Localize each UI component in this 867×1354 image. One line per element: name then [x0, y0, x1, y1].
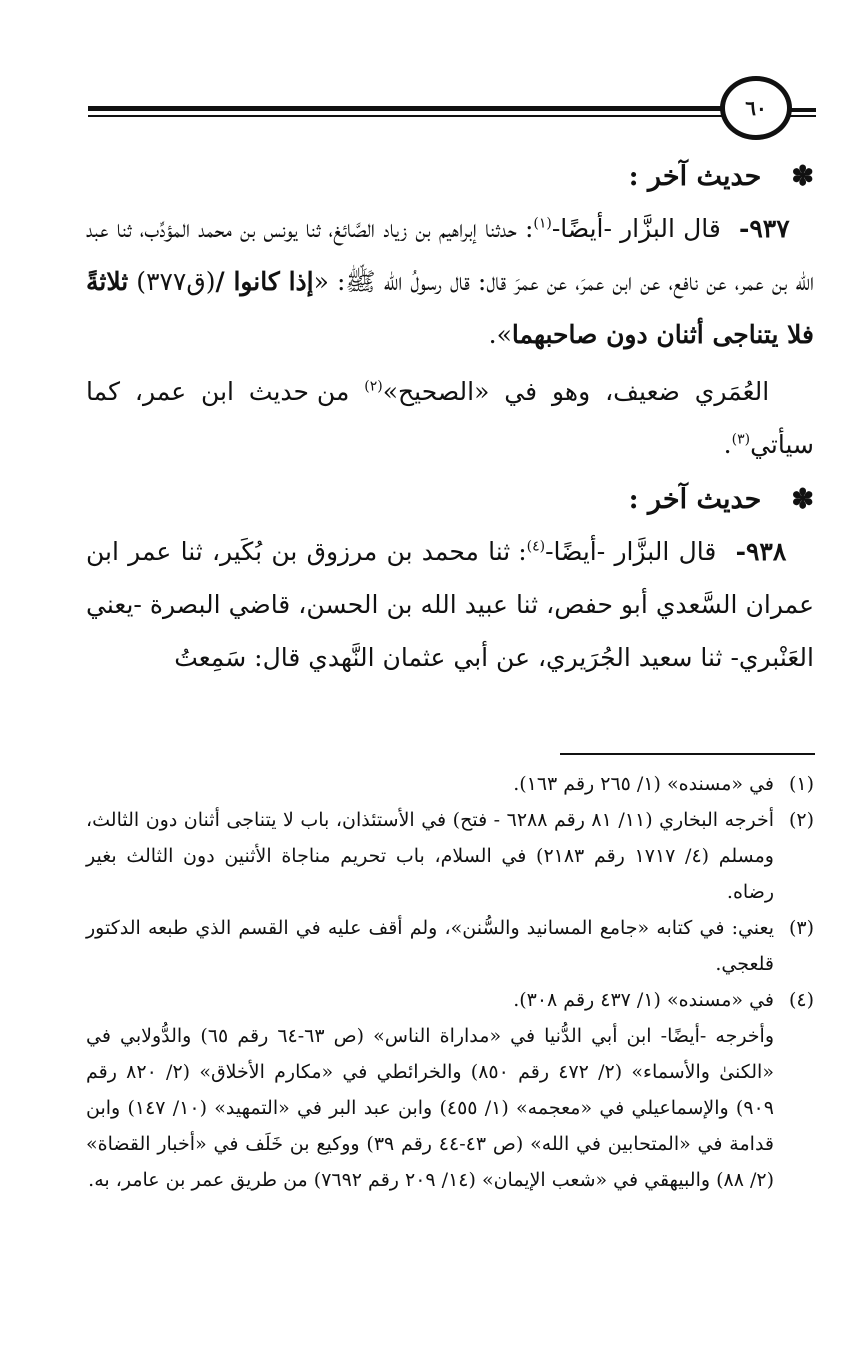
header-rule-thin	[88, 115, 728, 117]
footnote-continuation	[86, 1018, 814, 1198]
commentary-text: العُمَري ضعيف، وهو في «الصحيح»	[382, 377, 770, 406]
header-rule-right-thin	[788, 115, 816, 117]
footnote-number: (٤)	[788, 989, 814, 1011]
commentary-text: من حديث ابن عمر، كما سيأتي	[86, 377, 814, 459]
footnote-text: يعني: في كتابه «جامع المسانيد والسُّنن»، ولم أقف عليه في القسم الذي طبعه الدكتور قلعجي.	[86, 917, 774, 975]
asterisk-icon: ✽	[791, 484, 814, 515]
footnote-text: أخرجه البخاري (١١/ ٨١ رقم ٦٢٨٨ - فتح) في الأستئذان، باب لا يتناجى أثنان دون الثالث، ومسلم (٤/ ١٧١٧ رقم ٢١٨٣) في السلام، باب تحريم مناجاة الأثنين دون الثالث بغير رضاه.	[86, 809, 775, 903]
footnote	[86, 982, 814, 1018]
hadith-text: ».	[488, 320, 512, 349]
footnote-text: وأخرجه -أيضًا- ابن أبي الدُّنيا في «مداراة الناس» (ص ٦٣-٦٤ رقم ٦٥) والدُّولابي في «الكنىٰ والأسماء» (٢/ ٤٧٢ رقم ٨٥٠) والخرائطي في «مكارم الأخلاق» (٢/ ٨٢٠ رقم ٩٠٩) والإسماعيلي في «معجمه» (١/ ٤٥٥) وابن عبد البر في «التمهيد» (١٠/ ١٤٧) وابن قدامة في «المتحابين في الله» (ص ٤٣-٤٤ رقم ٣٩) ووكيع بن خَلَف في «أخبار القضاة» (٢/ ٨٨) والبيهقي في «شعب الإيمان» (١٤/ ٢٠٩ رقم ٧٦٩٢) من طريق عمر بن عامر، به.	[86, 1025, 775, 1191]
commentary-paragraph	[86, 365, 814, 471]
footnote-number: (٣)	[788, 917, 814, 939]
hadith-paragraph	[86, 525, 814, 684]
hadith-matn: إذا كانوا /	[215, 267, 314, 296]
footnote-ref: (١)	[533, 215, 552, 232]
section-heading-text: حديث آخر :	[628, 484, 762, 515]
footnote-ref: (٢)	[364, 378, 383, 395]
footnote-text: في «مسنده» (١/ ٤٣٧ رقم ٣٠٨).	[513, 989, 774, 1011]
hadith-text: : ثنا محمد بن مرزوق بن بُكَير، ثنا عمر ابن عمران السَّعدي أبو حفص، ثنا عبيد الله بن الحسن، قاضي البصرة -يعني العَنْبري- ثنا سعيد الجُرَيري، عن أبي عثمان النَّهدي قال: سَمِعتُ	[86, 537, 814, 672]
section-heading	[86, 475, 814, 525]
section-heading	[86, 152, 814, 202]
footnote-number	[774, 1018, 814, 1198]
footnotes	[86, 766, 814, 1198]
footnote	[86, 910, 814, 982]
hadith-text: قال البزَّار -أيضًا-	[551, 214, 721, 243]
footnote	[86, 802, 814, 910]
footnote	[86, 766, 814, 802]
page-number	[720, 76, 792, 140]
asterisk-icon: ✽	[791, 161, 814, 192]
hadith-number: ٩٣٧-	[738, 214, 790, 243]
manuscript-ref: (ق٣٧٧)	[136, 267, 216, 296]
header-rule	[88, 106, 728, 111]
section-heading-text: حديث آخر :	[628, 161, 762, 192]
footnote-text: في «مسنده» (١/ ٢٦٥ رقم ١٦٣).	[513, 773, 774, 795]
footnote-divider	[560, 753, 815, 755]
footnote-number: (٢)	[788, 809, 814, 831]
main-text	[86, 152, 814, 684]
header-rule-right	[788, 108, 816, 112]
hadith-number: ٩٣٨-	[735, 537, 787, 566]
footnote-number: (١)	[788, 773, 814, 795]
hadith-matn: ثلاثةً فلا يتناجى أثنان دون صاحبهما	[86, 267, 814, 349]
page-number-text: ٦٠	[745, 96, 767, 120]
hadith-paragraph	[86, 202, 814, 361]
commentary-text: .	[723, 430, 732, 459]
hadith-text: : حدثنا إبراهيم بن زياد الصَّائغ، ثنا يونس بن محمد المؤدِّب، ثنا عبد الله بن عمر، عن نافع، عن ابن عمرَ، عن عمرَ قال: قال رسولُ الله ﷺ: «	[86, 214, 814, 296]
footnote-ref: (٤)	[526, 538, 546, 555]
page-header	[88, 72, 818, 142]
hadith-text: قال البزَّار -أيضًا-	[545, 537, 717, 566]
footnote-ref: (٣)	[731, 431, 751, 448]
